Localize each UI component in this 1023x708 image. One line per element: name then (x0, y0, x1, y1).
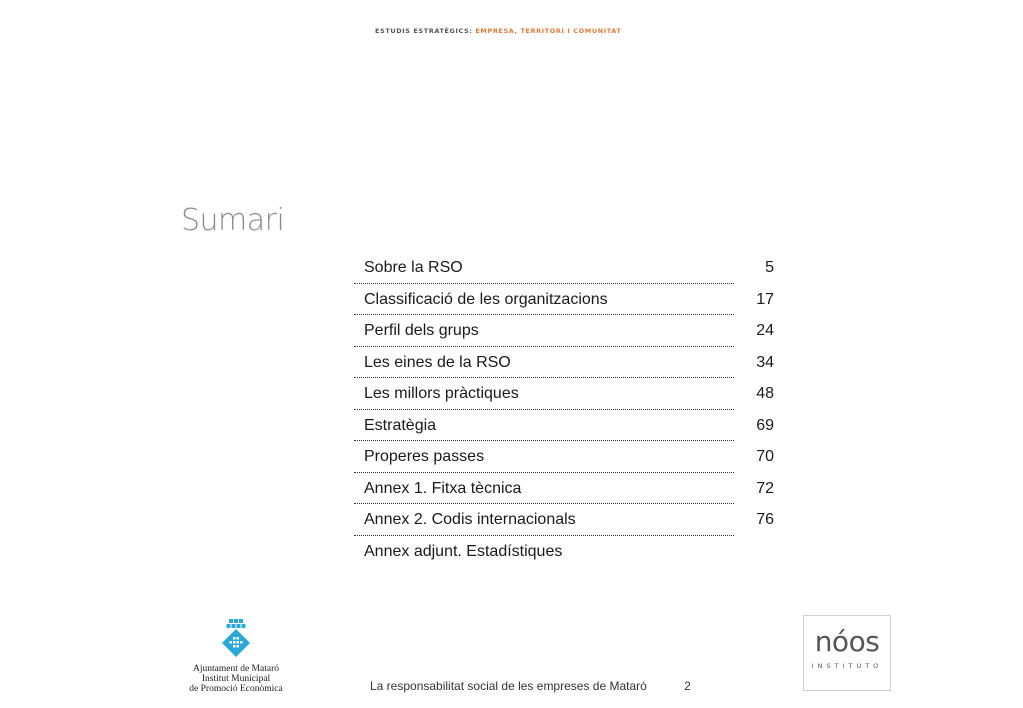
page-title: Sumari (181, 203, 285, 238)
toc-entry-page: 48 (756, 385, 774, 402)
toc-entry-label: Les millors pràctiques (364, 385, 519, 402)
toc-entry-page: 76 (756, 511, 774, 528)
toc-entry-label: Estratègia (364, 416, 437, 434)
toc-entry[interactable] (354, 252, 774, 284)
toc-entry-label: Properes passes (364, 448, 485, 465)
header-suffix: EMPRESA, TERRITORI I COMUNITAT (475, 27, 622, 35)
toc-entry-label: Classificació de les organitzacions (364, 290, 608, 308)
toc-entry-label: Annex adjunt. Estadístiques (364, 542, 563, 560)
toc-entry[interactable] (354, 284, 774, 316)
toc-entry-page: 5 (765, 259, 774, 276)
noos-subtitle: INSTITUTO (811, 662, 883, 670)
toc-entry[interactable] (354, 315, 774, 347)
logo-line-3: de Promoció Econòmica (189, 684, 283, 694)
logo-line-1: Ajuntament de Mataró (192, 664, 279, 674)
toc-entry[interactable] (354, 410, 774, 442)
toc-entry-page: 34 (756, 353, 774, 371)
noos-wordmark: nóos (814, 625, 880, 658)
toc-entry[interactable] (354, 441, 774, 473)
toc-entry-label: Sobre la RSO (364, 259, 463, 276)
toc-entry-page: 69 (756, 416, 774, 434)
toc-entry[interactable] (354, 536, 774, 568)
toc-entry-label: Les eines de la RSO (364, 353, 511, 371)
toc-entry-page: 17 (756, 290, 774, 308)
toc-entry-page: 24 (756, 322, 774, 339)
footer-text: La responsabilitat social de les empreses de Mataró (370, 679, 647, 693)
mataro-emblem-icon (216, 618, 256, 658)
toc-entry-label: Annex 2. Codis internacionals (364, 511, 576, 528)
toc-entry[interactable] (354, 473, 774, 505)
toc-entry[interactable] (354, 378, 774, 410)
toc-entry-page: 72 (756, 479, 774, 497)
toc-entry-label: Perfil dels grups (364, 322, 479, 339)
running-header (375, 27, 621, 35)
logo-line-2: Institut Municipal (201, 674, 271, 684)
footer-page-number: 2 (684, 679, 691, 693)
header-prefix: ESTUDIS ESTRATÈGICS: (375, 27, 473, 35)
page-footer (370, 679, 691, 693)
toc-entry[interactable] (354, 347, 774, 379)
toc-entry-page: 70 (756, 448, 774, 465)
noos-logo (803, 615, 891, 691)
mataro-logo (185, 618, 287, 694)
table-of-contents (354, 252, 774, 567)
toc-entry[interactable] (354, 504, 774, 536)
toc-entry-label: Annex 1. Fitxa tècnica (364, 479, 522, 497)
